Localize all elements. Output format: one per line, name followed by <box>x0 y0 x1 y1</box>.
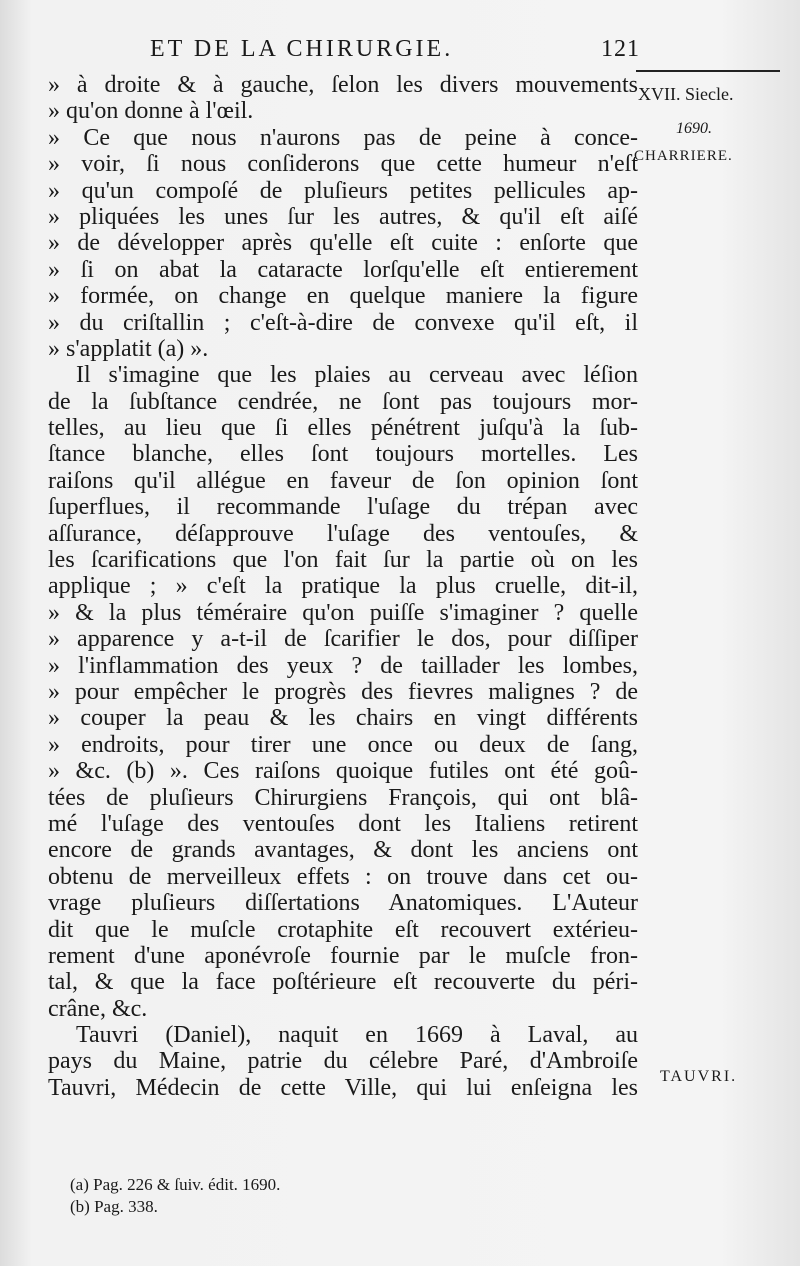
running-title: ET DE LA CHIRURGIE. <box>150 36 454 62</box>
text-line: » pour empêcher le progrès des fievres malignes ? de <box>48 678 638 705</box>
text-line: » voir, ſi nous conſiderons que cette humeur n'eſt <box>48 151 638 178</box>
text-line: » du criſtallin ; c'eſt-à-dire de convexe qu'il eſt, il <box>48 309 638 336</box>
text-line: » endroits, pour tirer une once ou deux de ſang, <box>48 731 638 758</box>
text-line: Tauvri, Médecin de cette Ville, qui lui enſeigna les <box>48 1074 638 1101</box>
text-line: rement d'une aponévroſe fournie par le muſcle fron- <box>48 942 638 969</box>
text-line: obtenu de merveilleux effets : on trouve dans cet ou- <box>48 863 638 890</box>
footnote-a: (a) Pag. 226 & ſuiv. édit. 1690. <box>70 1175 281 1194</box>
text-line: tal, & que la face poſtérieure eſt recouverte du péri- <box>48 969 638 996</box>
text-line: pays du Maine, patrie du célebre Paré, d'Ambroiſe <box>48 1048 638 1075</box>
text-line: dit que le muſcle crotaphite eſt recouvert extérieu- <box>48 916 638 943</box>
text-line: raiſons qu'il allégue en faveur de ſon opinion ſont <box>48 467 638 494</box>
text-line: applique ; » c'eſt la pratique la plus cruelle, dit-il, <box>48 573 638 600</box>
text-line: de la ſubſtance cendrée, ne ſont pas toujours mor- <box>48 388 638 415</box>
margin-note-author-charriere: CHARRIERE. <box>634 148 733 164</box>
text-line: » formée, on change en quelque maniere la figure <box>48 283 638 310</box>
text-line: » à droite & à gauche, ſelon les divers mouvements <box>48 72 638 98</box>
margin-note-century: XVII. Siecle. <box>638 84 734 104</box>
text-line: » de développer après qu'elle eſt cuite : enſorte que <box>48 230 638 257</box>
text-line: » couper la peau & les chairs en vingt différents <box>48 705 638 732</box>
text-line: » &c. (b) ». Ces raiſons quoique futiles ont été goû- <box>48 758 638 785</box>
text-line: les ſcarifications que l'on fait ſur la partie où on les <box>48 547 638 574</box>
text-line: » qu'on donne à l'œil. <box>48 98 254 125</box>
footnotes <box>70 1174 470 1218</box>
text-line: crâne, &c. <box>48 995 148 1022</box>
text-line: encore de grands avantages, & dont les anciens ont <box>48 837 638 864</box>
text-line: mé l'uſage des ventouſes dont les Italiens retirent <box>48 810 638 837</box>
page-number: 121 <box>601 36 640 62</box>
text-line: ſtance blanche, elles ſont toujours mortelles. Les <box>48 441 638 468</box>
text-line: telles, au lieu que ſi elles pénétrent juſqu'à la ſub- <box>48 415 638 442</box>
text-line: aſſurance, déſapprouve l'uſage des ventouſes, & <box>48 520 638 547</box>
text-line: Il s'imagine que les plaies au cerveau avec léſion <box>76 362 638 389</box>
footnote-b: (b) Pag. 338. <box>70 1197 158 1216</box>
text-line: » & la plus téméraire qu'on puiſſe s'imaginer ? quelle <box>48 599 638 626</box>
text-line: » qu'un compoſé de pluſieurs petites pellicules ap- <box>48 177 638 204</box>
margin-rule <box>636 70 780 72</box>
text-line: Tauvri (Daniel), naquit en 1669 à Laval, au <box>76 1022 638 1049</box>
text-line: vrage pluſieurs diſſertations Anatomiques. L'Auteur <box>48 890 638 917</box>
text-line: ſuperflues, il recommande l'uſage du trépan avec <box>48 494 638 521</box>
text-line: » pliquées les unes ſur les autres, & qu'il eſt aiſé <box>48 203 638 230</box>
margin-note-year: 1690. <box>676 120 712 137</box>
body-text <box>48 72 638 1101</box>
text-line: » ſi on abat la cataracte lorſqu'elle eſt entierement <box>48 256 638 283</box>
text-line: » l'inflammation des yeux ? de taillader les lombes, <box>48 652 638 679</box>
text-line: » Ce que nous n'aurons pas de peine à conce- <box>48 124 638 151</box>
margin-note-author-tauvri: TAUVRI. <box>660 1068 738 1085</box>
text-line: » apparence y a-t-il de ſcarifier le dos, pour diſſiper <box>48 626 638 653</box>
text-line: tées de pluſieurs Chirurgiens François, qui ont blâ- <box>48 784 638 811</box>
text-line: » s'applatit (a) ». <box>48 335 209 362</box>
running-header <box>150 36 640 66</box>
